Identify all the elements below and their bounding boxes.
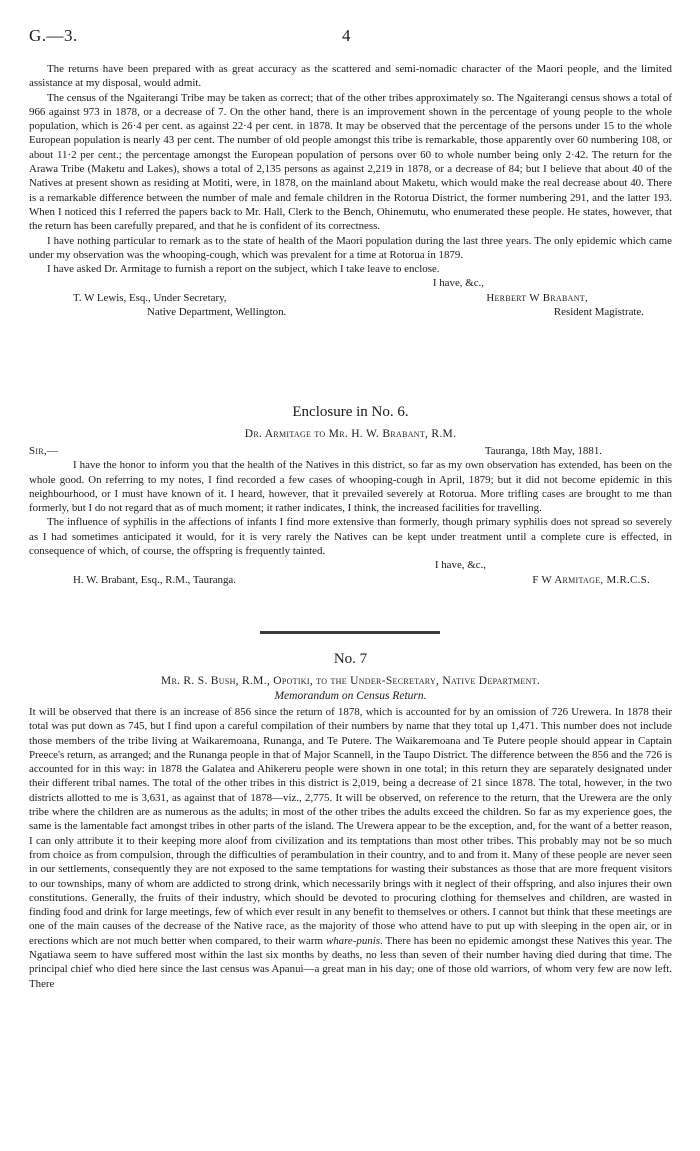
enclosure-subheading: Dr. Armitage to Mr. H. W. Brabant, R.M. [244, 428, 457, 440]
enclosure-letter [29, 444, 672, 587]
enclosure-salutation: Sir,— [29, 445, 59, 457]
intro-closing: I have, &c., [432, 277, 484, 290]
memo-title-text: Memorandum on Census Return. [274, 690, 427, 702]
no7-memo-title [29, 690, 672, 702]
document-reference: G.—3. [29, 26, 78, 45]
enclosure-heading: Enclosure in No. 6. [292, 404, 409, 420]
intro-signer-name: Herbert W Brabant, [486, 291, 588, 304]
enclosure-signer: F W Armitage, M.R.C.S. [532, 573, 650, 586]
enclosure-paragraph-2: The influence of syphilis in the affections of infants I find more extensive than formerly, though primary syphilis does not spread so severely as I had sometimes anticipated it would, for it is very rarely the Natives can be kept under treatment until a complete cure is effected, in consequence of which, of course, the offspring is frequently tainted. [29, 516, 672, 558]
intro-letter [29, 62, 672, 319]
intro-paragraph-3: I have nothing particular to remark as to the state of health of the Maori population during the last three years. The only epidemic which came under my observation was the whooping-cough, which was prevalent for a time at Rotorua in 1879. [29, 234, 672, 261]
enclosure-closing: I have, &c., [434, 559, 486, 572]
no7-body-text: It will be observed that there is an increase of 856 since the return of 1878, which is accounted for by an omission of 726 Urewera. In 1878 their total was put down as 745, but I find upon a careful compilation of their numbers by name that they total up 1,471. This number does not include those members of the tribe living at Waikaremoana, Runanga, and Te Putere. The Waikaremoana and Te Putere people should appear in Captain Preece's return, as arranged; and the Runanga people in that of Major Scannell, in the Taupo District. The difference between the 856 and the 726 is accounted for in this way: in 1878 the Galatea and Ahikereru people were shown in one total; in this return they are separately designated under their different tribal names. The total of the other tribes in this district is 2,019, being a decrease of 21 since 1878. The total, however, in the two districts allotted to me is 3,631, as against that of 1878—viz., 2,775. It will be observed, on reference to the return, that the Urewera are the only tribe where the children are as numerous as the adults; in most of the other tribes the adults exceed the children. So far as my experience goes, the same is the lamentable fact amongst tribes in other parts of the island. The Urewera appear to be the exception, and, for the want of a better reason, I can only attribute it to their keeping more aloof from civilization and its temptations than most other tribes. This probably may not be so much from choice as from compulsion, through the difficulties of perambulation in their country, and to and from it. Many of these people are never seen in our settlements, consequently they are not exposed to the same temptations for wasting their substances as those that are more frequent visitors to our townships, many of whom are addicted to strong drink, which necessarily brings with it neglect of their offspring, and also injures their own constitutions. Generally, the fruits of their industry, which should be devoted to procuring clothing for themselves and children, are wasted in finding food and drink for large meetings, few of which ever result in any benefit to themselves or others. I cannot but think that these meetings are one of the main causes of the decrease of the Native race, as the majority of those who attend have to put up with sleeping in the open air, or in erections which are not much better when compared, to their warm [29, 706, 672, 947]
intro-signer-title: Resident Magistrate. [553, 306, 644, 319]
no7-body [29, 705, 672, 991]
section-divider-rule [260, 631, 440, 634]
intro-paragraph-2: The census of the Ngaiterangi Tribe may be taken as correct; that of the other tribes approximately so. The Ngaiterangi census shows a total of 966 against 973 in 1878, or a decrease of 7. On the other hand, there is an improvement shown in the percentage of young people to the whole population, which is 26·4 per cent. as against 22·4 per cent. in 1878. It may be observed that the percentage of the persons under 15 to the whole European population is nearly 43 per cent. The number of old people amongst this tribe is remarkable, those apparently over 60 numbering 108, or about 11·2 per cent.; the percentage amongst the European population of persons over 60 to whole number being only 2·42. The return for the Arawa Tribe (Maketu and Lakes), shows a total of 2,135 persons as against 2,219 in 1878, or a decrease of 84; but I believe that about 40 of the Natives at present shown as residing at Motiti, were, in 1878, on the mainland about Maketu, which would make the real decrease about 40. There is a remarkable difference between the number of male and female children in the Rotorua District, the former numbering 291, and the latter 193. When I noticed this I referred the papers back to Mr. Hall, Clerk to the Bench, Ohinemutu, who enumerated these people. He states, however, that the return has been carefully prepared, and that he is confident of its correctness. [29, 91, 672, 233]
no7-memorandum [29, 705, 672, 991]
intro-paragraph-1: The returns have been prepared with as great accuracy as the scattered and semi-nomadic character of the Maori people, and the limited assistance at my disposal, would admit. [29, 63, 672, 90]
page-number: 4 [342, 26, 351, 45]
no7-body-end: . There has been no epidemic amongst these Natives this year. The Ngatiawa seem to have suffered most within the last six months by deaths, no less than seven of their number having died during that time. The principal chief who died here since the last census was Apanui—a great man in his day; one of those old warriors, of whom very few are now left. There [29, 934, 672, 990]
intro-addressee-line-1: T. W Lewis, Esq., Under Secretary, [73, 291, 227, 304]
no7-italic-term: whare-punis [325, 934, 380, 947]
enclosure-paragraph-1: I have the honor to inform you that the health of the Natives in this district, so far as my own observation has extended, has been on the whole good. On referring to my notes, I find recorded a few cases of whooping-cough in April, 1879; but it did not become epidemic in this neighbourhood, or I must have known of it. I heard, however, that it prevailed severely at Rotorua. More trifling cases are brought to me than formerly, but I do not regard that as of much moment; it rather indicates, I think, the increased facilities for travelling. [29, 459, 672, 515]
intro-addressee-line-2: Native Department, Wellington. [147, 306, 287, 319]
enclosure-place-date: Tauranga, 18th May, 1881. [484, 445, 602, 457]
no7-heading: No. 7 [333, 651, 368, 667]
intro-paragraph-4: I have asked Dr. Armitage to furnish a report on the subject, which I take leave to enclose. [47, 263, 440, 276]
enclosure-addressee: H. W. Brabant, Esq., R.M., Tauranga. [73, 573, 236, 586]
no7-subheading: Mr. R. S. Bush, R.M., Opotiki, to the Under-Secretary, Native Department. [160, 675, 541, 687]
